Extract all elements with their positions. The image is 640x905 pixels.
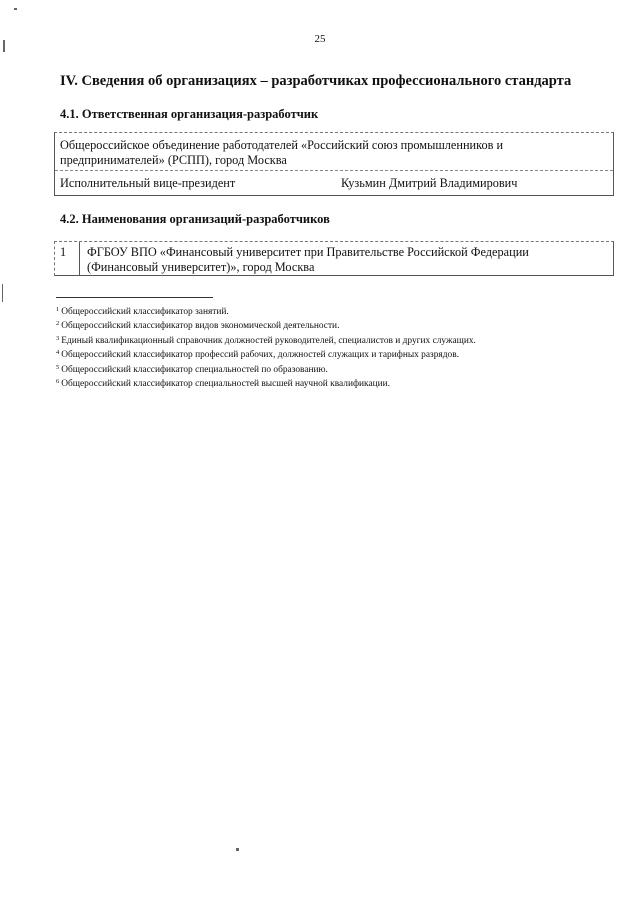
footnote xyxy=(56,362,616,376)
page-number: 25 xyxy=(314,33,326,45)
footnote-text: Единый квалификационный справочник должностей руководителей, специалистов и других служащих. xyxy=(61,335,476,346)
footnote xyxy=(56,376,616,390)
footnote-mark: 6 xyxy=(56,378,60,386)
footnote-text: Общероссийский классификатор занятий. xyxy=(61,307,229,317)
footnote xyxy=(56,318,616,332)
scan-speck xyxy=(236,848,239,851)
column-separator xyxy=(79,242,80,275)
footnote-text: Общероссийский классификатор профессий рабочих, должностей служащих и тарифных разрядов. xyxy=(61,350,459,361)
responsible-position: Исполнительный вице-президент xyxy=(60,176,236,190)
footnote xyxy=(56,347,616,361)
scan-speck xyxy=(2,284,3,302)
footnote xyxy=(56,304,616,318)
footnote-text: Общероссийский классификатор специальностей по образованию. xyxy=(61,364,328,375)
footnote-text: Общероссийский классификатор видов экономической деятельности. xyxy=(61,321,340,332)
footnote-mark: 3 xyxy=(56,334,60,342)
responsible-org-name: Общероссийское объединение работодателей «Российский союз промышленников и предпринимателей» (РСПП), город Москва xyxy=(60,138,504,167)
table-divider xyxy=(55,170,613,171)
footnote-mark: 5 xyxy=(56,363,60,371)
footnote-mark: 4 xyxy=(56,349,60,357)
footnote-mark: 2 xyxy=(56,320,60,328)
footnote xyxy=(56,333,616,347)
responsible-person: Кузьмин Дмитрий Владимирович xyxy=(341,176,518,190)
footnote-mark: 1 xyxy=(56,306,60,313)
footnote-rule xyxy=(56,297,213,298)
footnote-text: Общероссийский классификатор специальностей высшей научной квалификации. xyxy=(61,379,391,390)
footnotes-list xyxy=(56,304,616,390)
responsible-org-heading: 4.1. Ответственная организация-разработчик xyxy=(60,107,319,121)
table-row-number: 1 xyxy=(60,245,67,259)
developer-org-name: ФГБОУ ВПО «Финансовый университет при Правительстве Российской Федерации (Финансовый университет)», город Москва xyxy=(87,245,529,274)
section-title: IV. Сведения об организациях – разработчиках профессионального стандарта xyxy=(60,73,572,89)
scan-speck xyxy=(3,40,5,52)
responsible-org-table xyxy=(54,132,614,196)
developer-orgs-table xyxy=(54,241,614,276)
scan-speck xyxy=(14,8,17,10)
developer-orgs-heading: 4.2. Наименования организаций-разработчиков xyxy=(60,212,330,226)
